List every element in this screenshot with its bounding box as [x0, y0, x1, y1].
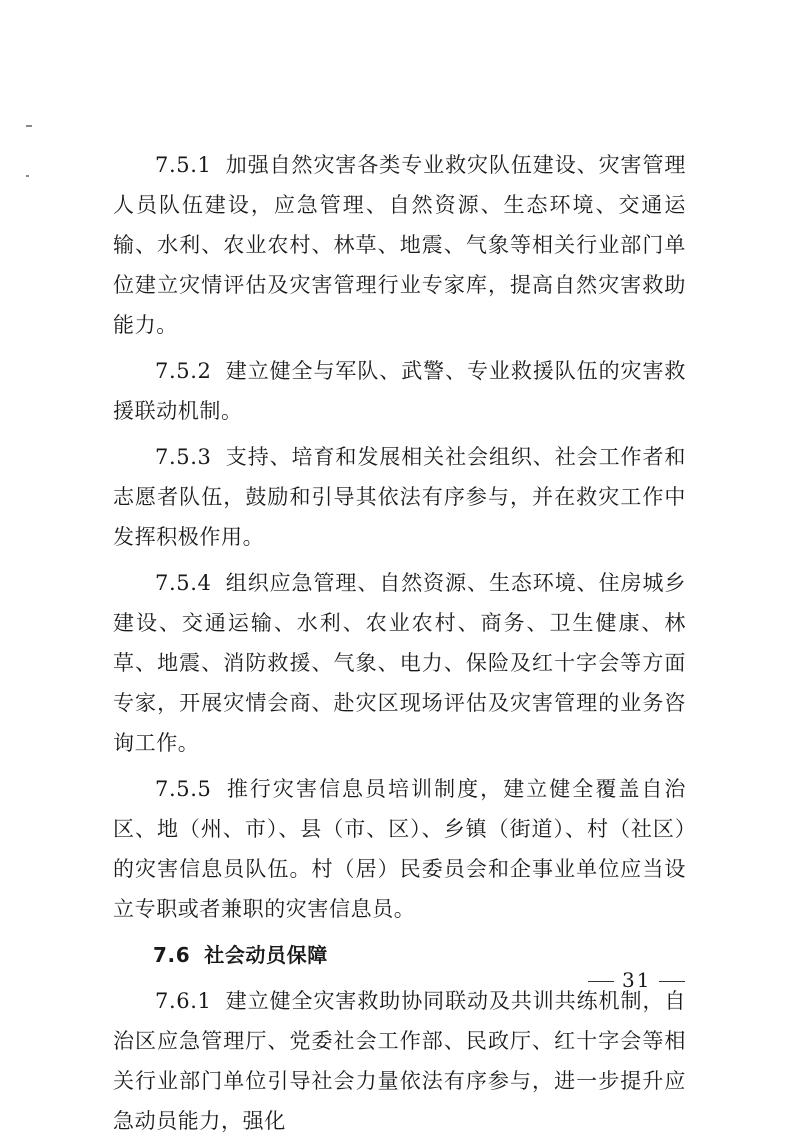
paragraph-text: 支持、培育和发展相关社会组织、社会工作者和志愿者队伍，鼓励和引导其依法有序参与，并在救灾工作中发挥积极作用。 — [113, 445, 686, 549]
paragraph-text: 加强自然灾害各类专业救灾队伍建设、灾害管理人员队伍建设，应急管理、自然资源、生态环境、交通运输、水利、农业农村、林草、地震、气象等相关行业部门单位建立灾情评估及灾害管理行业专家库，提高自然灾害救助能力。 — [113, 153, 686, 337]
section-title: 社会动员保障 — [204, 943, 328, 967]
paragraph-7-5-3 — [113, 437, 686, 557]
clause-number: 7.5.4 — [155, 571, 212, 595]
paragraph-7-5-5 — [113, 769, 686, 929]
document-body — [113, 145, 686, 1147]
paragraph-text: 推行灾害信息员培训制度，建立健全覆盖自治区、地（州、市）、县（市、区）、乡镇（街道）、村（社区）的灾害信息员队伍。村（居）民委员会和企事业单位应当设立专职或者兼职的灾害信息员。 — [113, 777, 686, 921]
clause-number: 7.6.1 — [155, 989, 212, 1013]
paragraph-7-6-1 — [113, 981, 686, 1141]
margin-mark — [26, 125, 32, 127]
paragraph-7-5-1 — [113, 145, 686, 345]
dash-left — [588, 981, 614, 982]
margin-mark — [26, 175, 29, 177]
paragraph-7-5-2 — [113, 351, 686, 431]
paragraph-7-5-4 — [113, 563, 686, 763]
paragraph-text: 建立健全与军队、武警、专业救援队伍的灾害救援联动机制。 — [113, 359, 686, 423]
section-number: 7.6 — [153, 943, 191, 967]
clause-number: 7.5.3 — [155, 445, 212, 469]
paragraph-text: 建立健全灾害救助协同联动及共训共练机制，自治区应急管理厅、党委社会工作部、民政厅、红十字会等相关行业部门单位引导社会力量依法有序参与，进一步提升应急动员能力，强化 — [113, 989, 686, 1133]
paragraph-text: 组织应急管理、自然资源、生态环境、住房城乡建设、交通运输、水利、农业农村、商务、卫生健康、林草、地震、消防救援、气象、电力、保险及红十字会等方面专家，开展灾情会商、赴灾区现场评估及灾害管理的业务咨询工作。 — [113, 571, 686, 755]
dash-right — [659, 981, 685, 982]
page-number: 31 — [622, 968, 652, 992]
clause-number: 7.5.2 — [155, 359, 212, 383]
page-footer — [580, 968, 693, 992]
clause-number: 7.5.5 — [155, 777, 212, 801]
clause-number: 7.5.1 — [155, 153, 212, 177]
